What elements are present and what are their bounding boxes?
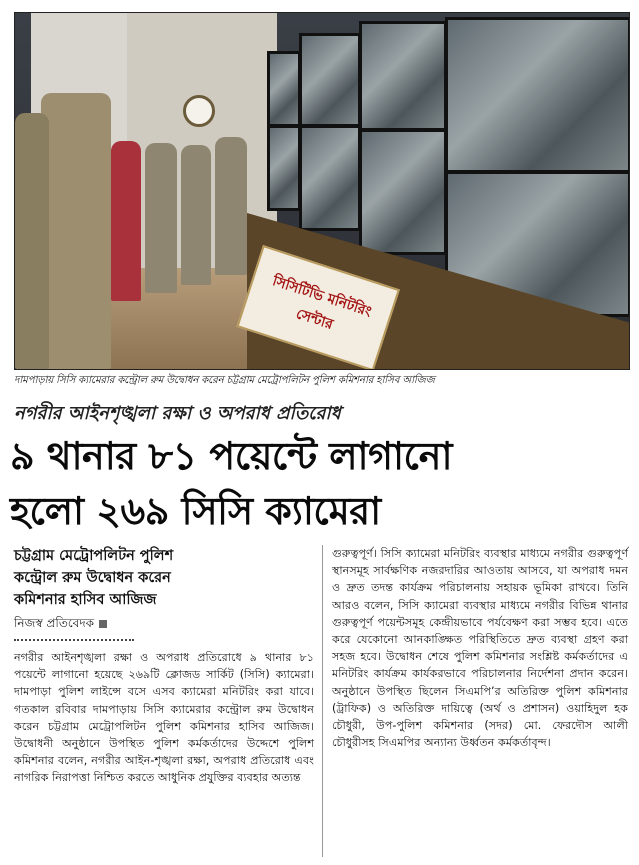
- monitor-screen: [299, 33, 361, 127]
- article-column-left: [14, 545, 314, 787]
- article-body-right: গুরুত্বপূর্ণ। সিসি ক্যামেরা মনিটরিং ব্যবস্থার মাধ্যমে নগরীর গুরুত্বপূর্ণ স্থানসমূহ সার্বক্ষণিক নজরদারির আওতায় আসবে, যা অপরাধ দমন ও দ্রুত তদন্ত কার্যক্রম পরিচালনায় সহায়ক ভূমিকা রাখবে। তিনি আরও বলেন, সিসি ক্যামেরা ব্যবস্থার মাধ্যমে নগরীর বিভিন্ন থানার গুরুত্বপূর্ণ পয়েন্টসমূহ কেন্দ্রীয়ভাবে পর্যবেক্ষণ করা সম্ভব হবে। এতে করে যেকোনো আনকাঙ্ক্ষিত পরিস্থিতিতে দ্রুত ব্যবস্থা গ্রহণ করা সহজ হবে। উদ্বোধন শেষে পুলিশ কমিশনার সংশ্লিষ্ট কর্মকর্তাদের এ মনিটরিং কার্যক্রম কার্যকরভাবে পরিচালনার নির্দেশনা প্রদান করেন। অনুষ্ঠানে উপস্থিত ছিলেন সিএমপি’র অতিরিক্ত পুলিশ কমিশনার (ট্রাফিক) ও অতিরিক্ত দায়িত্বে (অর্থ ও প্রশাসন) ওয়াহিদুল হক চৌধুরী, উপ-পুলিশ কমিশনার (সদর) মো. ফেরদৌস আলী চৌধুরীসহ সিএমপির অন্যান্য উর্ধ্বতন কর্মকর্তাবৃন্দ।: [332, 547, 628, 750]
- news-photo: [14, 12, 630, 370]
- subheadline-line-2: কন্ট্রোল রুম উদ্বোধন করেন: [14, 570, 171, 586]
- headline-line-1: ৯ থানার ৮১ পয়েন্টে লাগানো: [10, 434, 452, 478]
- person: [15, 113, 49, 369]
- square-icon: [99, 620, 107, 628]
- clock-icon: [183, 95, 215, 127]
- monitor-screen: [267, 51, 301, 127]
- monitor-screen: [445, 17, 630, 173]
- byline-text: নিজস্ব প্রতিবেদক: [14, 616, 95, 630]
- column-divider: [322, 545, 323, 857]
- kicker-headline: নগরীর আইনশৃঙ্খলা রক্ষা ও অপরাধ প্রতিরোধ: [14, 403, 341, 424]
- person: [181, 145, 211, 285]
- person: [111, 141, 141, 301]
- monitor-screen: [299, 125, 361, 231]
- monitor-screen: [359, 21, 447, 131]
- person: [41, 93, 111, 369]
- dotted-divider: [14, 639, 134, 641]
- article-column-right: [332, 545, 628, 751]
- article-body-left: নগরীর আইনশৃঙ্খলা রক্ষা ও অপরাধ প্রতিরোধে ৯ থানার ৮১ পয়েন্টে লাগানো হয়েছে ২৬৯টি ক্লোজড সার্কিট (সিসি) ক্যামেরা। দামপাড়া পুলিশ লাইন্সে বসে এসব ক্যামেরা মনিটরিং করা যাবে। গতকাল রবিবার দামপাড়ায় সিসি ক্যামেরার কন্ট্রোল রুম উদ্বোধন করেন চট্টগ্রাম মেট্রোপলিটন পুলিশ কমিশনার হাসিব আজিজ। উদ্বোধনী অনুষ্ঠানে উপস্থিত পুলিশ কর্মকর্তাদের উদ্দেশে পুলিশ কমিশনার বলেন, নগরীর আইন-শৃঙ্খলা রক্ষা, অপরাধ প্রতিরোধ এবং নাগরিক নিরাপত্তা নিশ্চিত করতে আধুনিক প্রযুক্তির ব্যবহার অত্যন্ত: [14, 651, 314, 785]
- monitor-screen: [267, 125, 301, 211]
- person: [215, 137, 247, 275]
- monitor-screen: [359, 129, 447, 255]
- photo-caption: দামপাড়ায় সিসি ক্যামেরার কন্ট্রোল রুম উদ্বোধন করেন চট্টগ্রাম মেট্রোপলিটন পুলিশ কমিশনার হাসিব আজিজ: [14, 375, 435, 386]
- person: [145, 143, 177, 293]
- subheadline-line-3: কমিশনার হাসিব আজিজ: [14, 592, 157, 608]
- byline: [14, 615, 314, 635]
- subheadline-line-1: চট্টগ্রাম মেট্রোপলিটন পুলিশ: [14, 548, 174, 564]
- headline-line-2: হলো ২৬৯ সিসি ক্যামেরা: [10, 489, 381, 533]
- subheadline: [14, 545, 314, 611]
- sign-text: সিসিটিভি মনিটরিং সেন্টার: [270, 273, 374, 333]
